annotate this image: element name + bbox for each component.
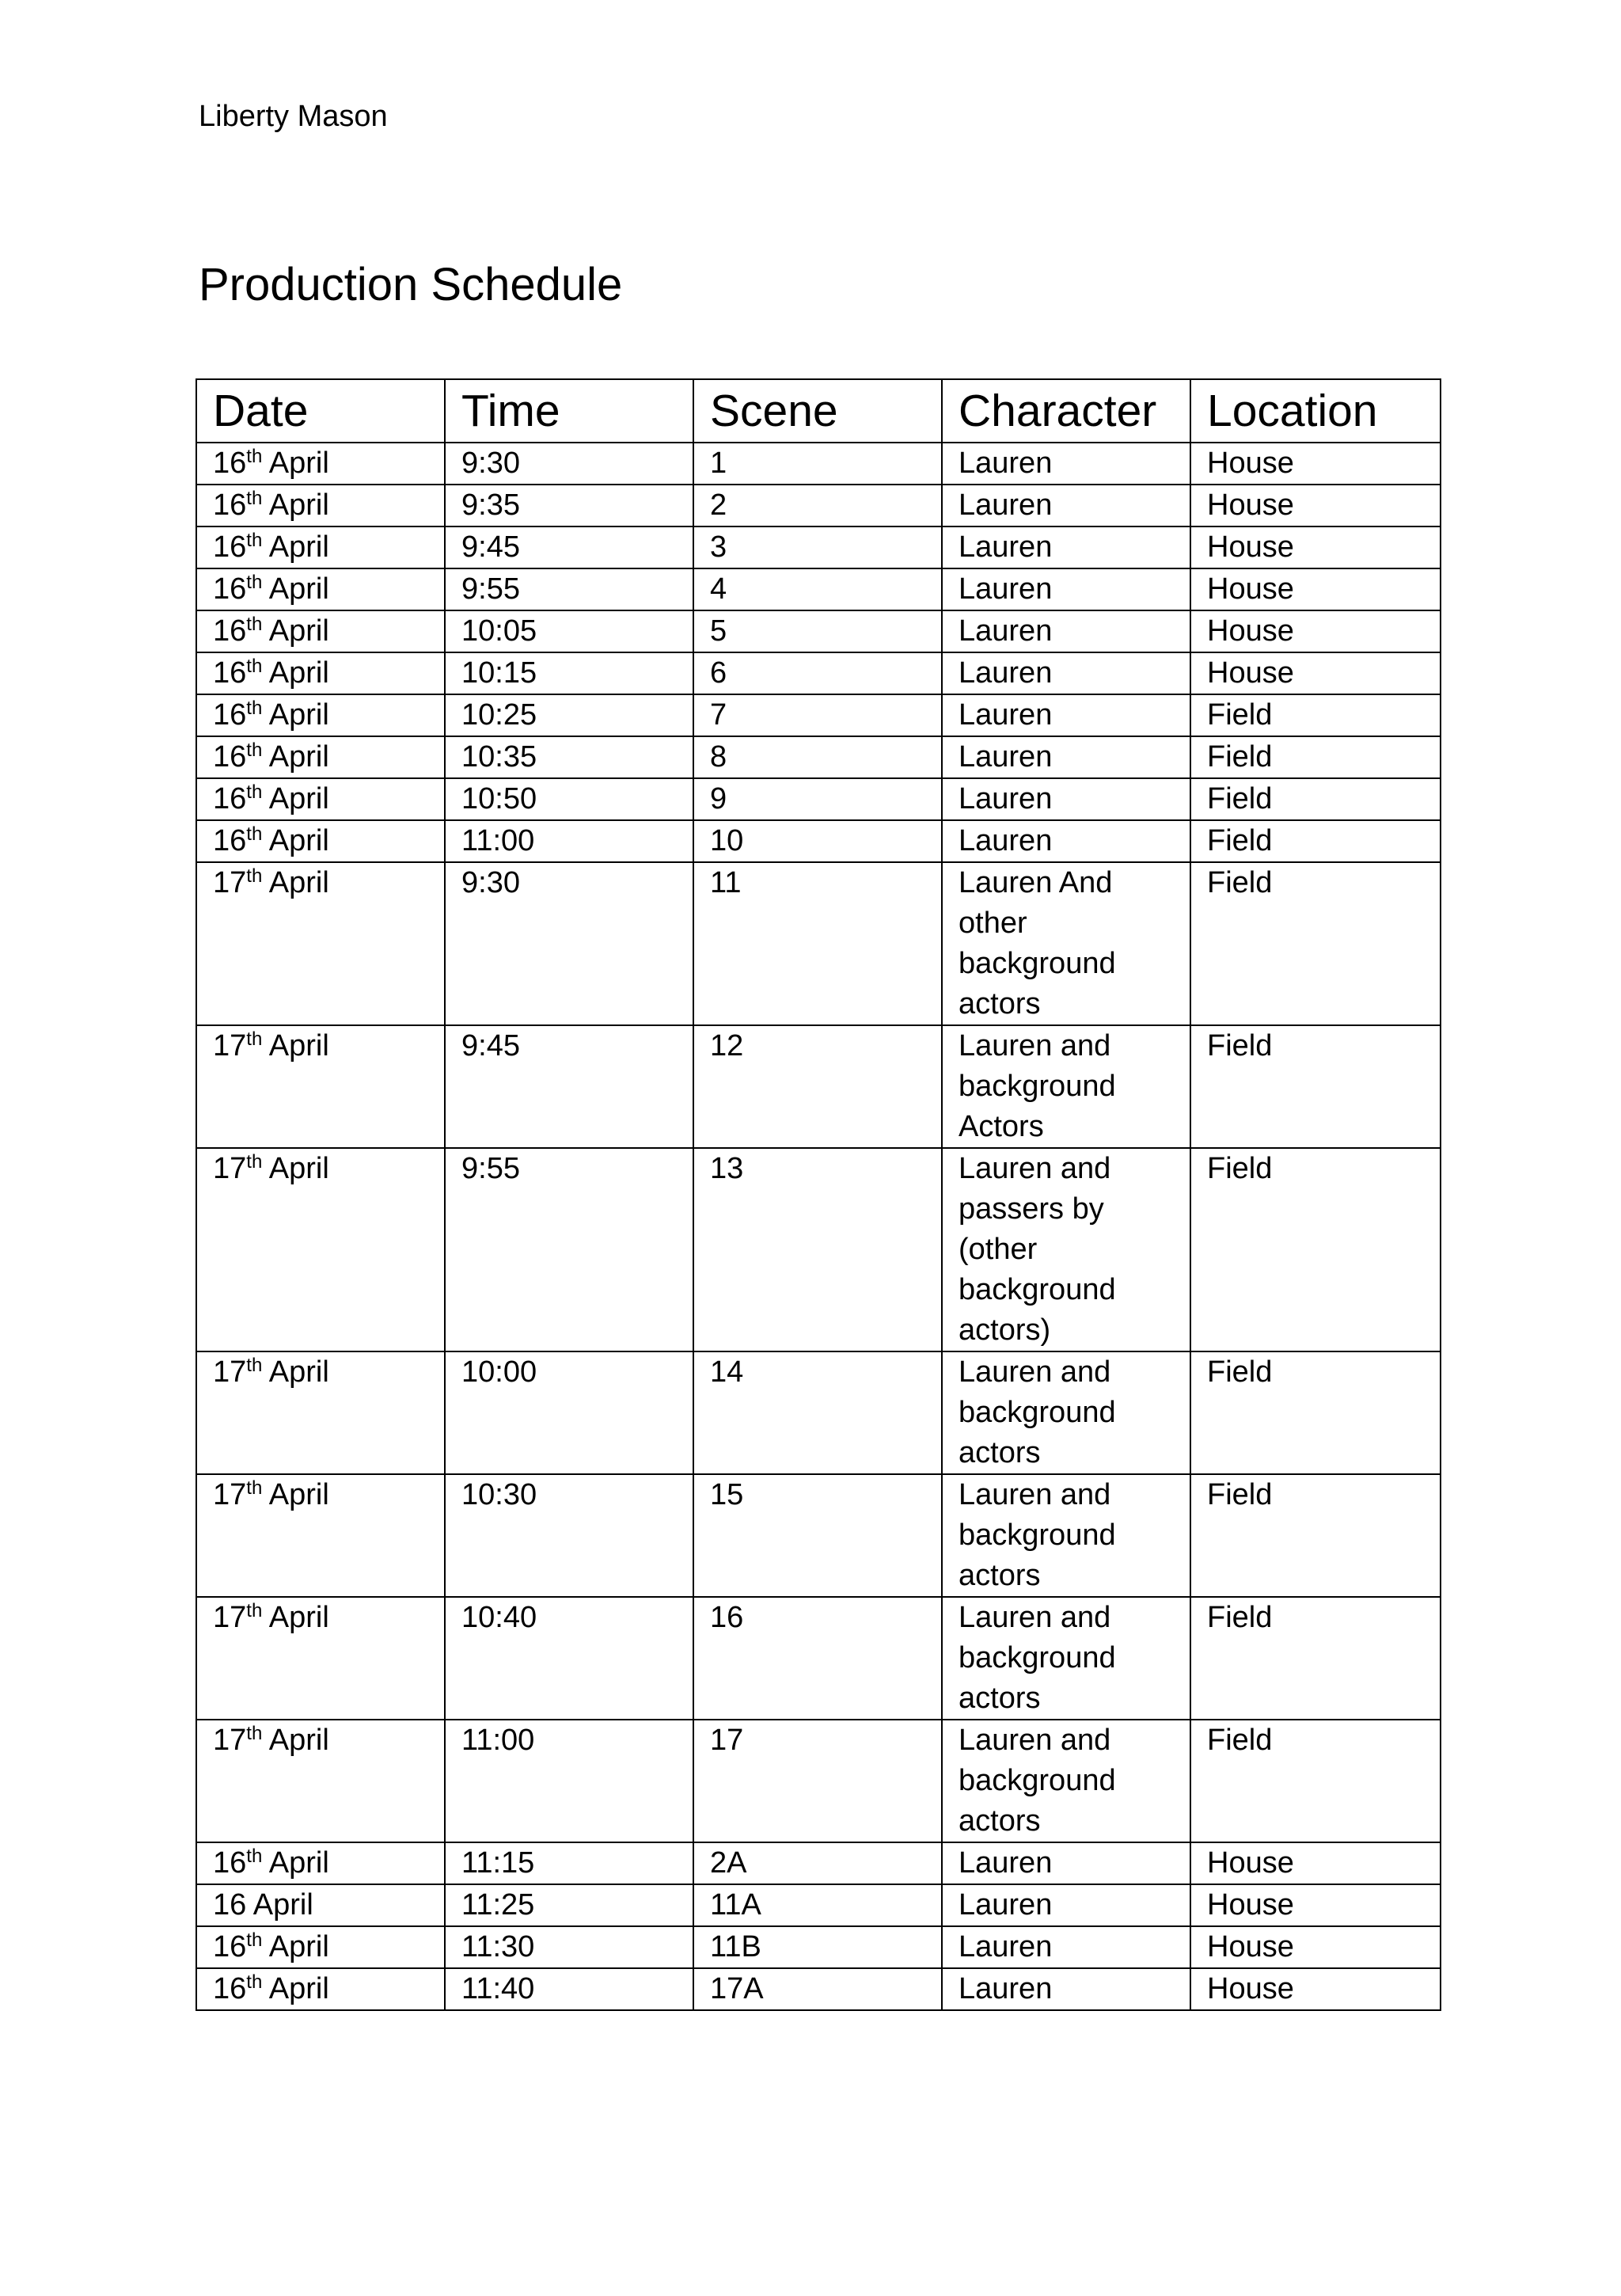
date-ordinal-suffix: th <box>246 446 263 467</box>
character-cell <box>942 1720 1190 1842</box>
date-cell <box>196 1474 445 1597</box>
date-ordinal-suffix: th <box>246 656 263 677</box>
date-ordinal-suffix: th <box>246 698 263 719</box>
date-month: April <box>268 1724 329 1757</box>
location-cell: House <box>1190 443 1441 485</box>
scene-cell: 6 <box>693 652 942 694</box>
table-row <box>196 443 1441 485</box>
character-line: background <box>959 1273 1116 1306</box>
date-cell <box>196 820 445 862</box>
date-ordinal-suffix: th <box>246 530 263 551</box>
character-line: Lauren and <box>959 1029 1111 1062</box>
date-ordinal-suffix: th <box>246 1723 263 1744</box>
date-day: 16 <box>213 782 247 815</box>
character-line: Lauren and <box>959 1601 1111 1634</box>
scene-cell: 7 <box>693 694 942 736</box>
date-day: 16 <box>213 530 247 564</box>
character-line: other <box>959 907 1027 940</box>
author-name: Liberty Mason <box>199 100 388 133</box>
character-line: background <box>959 1070 1116 1103</box>
character-line: Actors <box>959 1110 1044 1143</box>
date-month: April <box>268 1930 329 1963</box>
date-month: April <box>268 782 329 815</box>
date-month: April <box>268 1601 329 1634</box>
date-day: 16 <box>213 572 247 606</box>
location-cell: House <box>1190 652 1441 694</box>
time-cell: 9:30 <box>445 862 693 1025</box>
table-row <box>196 1884 1441 1926</box>
scene-cell: 13 <box>693 1148 942 1351</box>
character-line: background <box>959 1519 1116 1552</box>
time-cell: 9:35 <box>445 485 693 526</box>
date-cell <box>196 736 445 778</box>
date-month: April <box>268 1029 329 1062</box>
character-line: Lauren and <box>959 1152 1111 1185</box>
date-month: April <box>268 572 329 606</box>
scene-cell: 5 <box>693 610 942 652</box>
scene-cell: 17A <box>693 1968 942 2010</box>
scene-cell: 2 <box>693 485 942 526</box>
location-cell: House <box>1190 526 1441 568</box>
date-ordinal-suffix: th <box>246 1028 263 1050</box>
table-body <box>196 443 1441 2010</box>
character-line: actors <box>959 1559 1041 1592</box>
date-cell <box>196 568 445 610</box>
date-cell <box>196 862 445 1025</box>
character-line: actors <box>959 1436 1041 1469</box>
date-month: April <box>268 824 329 857</box>
time-cell: 11:00 <box>445 1720 693 1842</box>
date-day: 16 <box>213 488 247 522</box>
date-cell <box>196 1025 445 1148</box>
table-header-row <box>196 379 1441 443</box>
date-ordinal-suffix: th <box>246 488 263 509</box>
date-cell <box>196 485 445 526</box>
table-row <box>196 1474 1441 1597</box>
date-cell <box>196 778 445 820</box>
character-cell <box>942 1351 1190 1474</box>
character-cell: Lauren <box>942 485 1190 526</box>
date-month: April <box>268 488 329 522</box>
character-cell: Lauren <box>942 610 1190 652</box>
date-day: 16 <box>213 1930 247 1963</box>
date-day: 17 <box>213 1601 247 1634</box>
character-line: actors) <box>959 1313 1051 1347</box>
date-ordinal-suffix: th <box>246 1600 263 1621</box>
character-line: Lauren and <box>959 1355 1111 1389</box>
date-day: 16 <box>213 1972 247 2005</box>
date-ordinal-suffix: th <box>246 781 263 803</box>
page-title: Production Schedule <box>199 259 623 310</box>
scene-cell: 1 <box>693 443 942 485</box>
table-row <box>196 610 1441 652</box>
character-line: (other <box>959 1233 1038 1266</box>
date-month: April <box>268 698 329 732</box>
location-cell: Field <box>1190 1025 1441 1148</box>
scene-cell: 11 <box>693 862 942 1025</box>
date-day: 16 <box>213 740 247 774</box>
date-day: 16 <box>213 1846 247 1880</box>
table-row <box>196 1720 1441 1842</box>
date-ordinal-suffix: th <box>246 1846 263 1867</box>
production-schedule-table <box>196 378 1441 2011</box>
date-day: 17 <box>213 1724 247 1757</box>
location-cell: House <box>1190 1842 1441 1884</box>
scene-cell: 8 <box>693 736 942 778</box>
date-day: 16 <box>213 1888 247 1922</box>
character-line: actors <box>959 1804 1041 1838</box>
date-day: 16 <box>213 824 247 857</box>
character-cell: Lauren <box>942 568 1190 610</box>
date-cell <box>196 1926 445 1968</box>
date-day: 17 <box>213 1029 247 1062</box>
scene-cell: 9 <box>693 778 942 820</box>
location-cell: House <box>1190 1884 1441 1926</box>
location-cell: Field <box>1190 820 1441 862</box>
character-line: background <box>959 1764 1116 1797</box>
date-month: April <box>268 740 329 774</box>
date-ordinal-suffix: th <box>246 1151 263 1173</box>
location-cell: House <box>1190 485 1441 526</box>
date-day: 16 <box>213 447 247 480</box>
date-month: April <box>268 530 329 564</box>
time-cell: 9:45 <box>445 1025 693 1148</box>
character-line: passers by <box>959 1192 1104 1226</box>
date-ordinal-suffix: th <box>246 572 263 593</box>
character-line: background <box>959 947 1116 980</box>
table-row <box>196 568 1441 610</box>
date-month: April <box>252 1888 313 1922</box>
time-cell: 9:30 <box>445 443 693 485</box>
character-cell: Lauren <box>942 1884 1190 1926</box>
date-day: 17 <box>213 1478 247 1511</box>
date-ordinal-suffix: th <box>246 823 263 845</box>
location-cell: Field <box>1190 1351 1441 1474</box>
character-cell: Lauren <box>942 778 1190 820</box>
character-line: Lauren and <box>959 1478 1111 1511</box>
date-ordinal-suffix: th <box>246 1971 263 1993</box>
character-line: actors <box>959 987 1041 1021</box>
date-day: 16 <box>213 656 247 690</box>
time-cell: 10:30 <box>445 1474 693 1597</box>
date-cell <box>196 1842 445 1884</box>
date-month: April <box>268 1355 329 1389</box>
scene-cell: 11B <box>693 1926 942 1968</box>
scene-cell: 2A <box>693 1842 942 1884</box>
time-cell: 11:00 <box>445 820 693 862</box>
character-cell: Lauren <box>942 694 1190 736</box>
date-month: April <box>268 1478 329 1511</box>
character-cell: Lauren <box>942 1926 1190 1968</box>
date-ordinal-suffix: th <box>246 614 263 635</box>
table-row <box>196 526 1441 568</box>
scene-cell: 10 <box>693 820 942 862</box>
character-cell <box>942 1025 1190 1148</box>
character-line: background <box>959 1396 1116 1429</box>
time-cell: 10:05 <box>445 610 693 652</box>
location-cell: House <box>1190 1926 1441 1968</box>
location-cell: Field <box>1190 1720 1441 1842</box>
table-row <box>196 1968 1441 2010</box>
location-cell: House <box>1190 1968 1441 2010</box>
location-cell: House <box>1190 568 1441 610</box>
date-ordinal-suffix: th <box>246 739 263 761</box>
location-cell: Field <box>1190 694 1441 736</box>
character-cell <box>942 1474 1190 1597</box>
date-cell <box>196 1968 445 2010</box>
character-cell: Lauren <box>942 1968 1190 2010</box>
date-month: April <box>268 447 329 480</box>
character-cell: Lauren <box>942 820 1190 862</box>
date-day: 17 <box>213 1152 247 1185</box>
character-line: Lauren And <box>959 866 1113 899</box>
table-row <box>196 1148 1441 1351</box>
date-day: 17 <box>213 1355 247 1389</box>
character-line: Lauren and <box>959 1724 1111 1757</box>
character-cell: Lauren <box>942 736 1190 778</box>
character-cell: Lauren <box>942 652 1190 694</box>
date-ordinal-suffix: th <box>246 1355 263 1376</box>
scene-cell: 17 <box>693 1720 942 1842</box>
date-cell <box>196 610 445 652</box>
date-month: April <box>268 1972 329 2005</box>
time-cell: 10:50 <box>445 778 693 820</box>
date-cell <box>196 1351 445 1474</box>
location-cell: Field <box>1190 778 1441 820</box>
date-cell <box>196 652 445 694</box>
location-cell: Field <box>1190 1474 1441 1597</box>
date-cell <box>196 694 445 736</box>
scene-cell: 4 <box>693 568 942 610</box>
time-cell: 9:55 <box>445 568 693 610</box>
time-cell: 9:45 <box>445 526 693 568</box>
time-cell: 11:40 <box>445 1968 693 2010</box>
date-cell <box>196 1884 445 1926</box>
header-time: Time <box>445 379 693 443</box>
scene-cell: 15 <box>693 1474 942 1597</box>
table-row <box>196 736 1441 778</box>
time-cell: 11:15 <box>445 1842 693 1884</box>
table-row <box>196 820 1441 862</box>
date-cell <box>196 443 445 485</box>
character-cell: Lauren <box>942 1842 1190 1884</box>
time-cell: 11:30 <box>445 1926 693 1968</box>
date-cell <box>196 1720 445 1842</box>
scene-cell: 14 <box>693 1351 942 1474</box>
header-scene: Scene <box>693 379 942 443</box>
date-day: 16 <box>213 698 247 732</box>
character-cell <box>942 1148 1190 1351</box>
time-cell: 11:25 <box>445 1884 693 1926</box>
time-cell: 10:15 <box>445 652 693 694</box>
location-cell: Field <box>1190 1148 1441 1351</box>
table-row <box>196 1351 1441 1474</box>
time-cell: 10:35 <box>445 736 693 778</box>
date-ordinal-suffix: th <box>246 1477 263 1499</box>
date-month: April <box>268 614 329 648</box>
table-row <box>196 1842 1441 1884</box>
character-line: background <box>959 1641 1116 1674</box>
table-row <box>196 1025 1441 1148</box>
time-cell: 10:40 <box>445 1597 693 1720</box>
date-day: 17 <box>213 866 247 899</box>
date-ordinal-suffix: th <box>246 1929 263 1951</box>
header-location: Location <box>1190 379 1441 443</box>
date-day: 16 <box>213 614 247 648</box>
scene-cell: 11A <box>693 1884 942 1926</box>
character-line: actors <box>959 1682 1041 1715</box>
table-row <box>196 862 1441 1025</box>
location-cell: Field <box>1190 862 1441 1025</box>
date-month: April <box>268 866 329 899</box>
date-month: April <box>268 1846 329 1880</box>
scene-cell: 12 <box>693 1025 942 1148</box>
scene-cell: 16 <box>693 1597 942 1720</box>
date-ordinal-suffix: th <box>246 865 263 887</box>
date-cell <box>196 526 445 568</box>
table-row <box>196 485 1441 526</box>
table-row <box>196 1926 1441 1968</box>
table-row <box>196 1597 1441 1720</box>
location-cell: Field <box>1190 1597 1441 1720</box>
time-cell: 10:25 <box>445 694 693 736</box>
header-date: Date <box>196 379 445 443</box>
time-cell: 10:00 <box>445 1351 693 1474</box>
character-cell: Lauren <box>942 443 1190 485</box>
location-cell: House <box>1190 610 1441 652</box>
character-cell <box>942 862 1190 1025</box>
table-row <box>196 778 1441 820</box>
scene-cell: 3 <box>693 526 942 568</box>
location-cell: Field <box>1190 736 1441 778</box>
character-cell <box>942 1597 1190 1720</box>
time-cell: 9:55 <box>445 1148 693 1351</box>
date-month: April <box>268 656 329 690</box>
date-cell <box>196 1597 445 1720</box>
character-cell: Lauren <box>942 526 1190 568</box>
date-month: April <box>268 1152 329 1185</box>
date-cell <box>196 1148 445 1351</box>
table-row <box>196 694 1441 736</box>
header-character: Character <box>942 379 1190 443</box>
table-row <box>196 652 1441 694</box>
